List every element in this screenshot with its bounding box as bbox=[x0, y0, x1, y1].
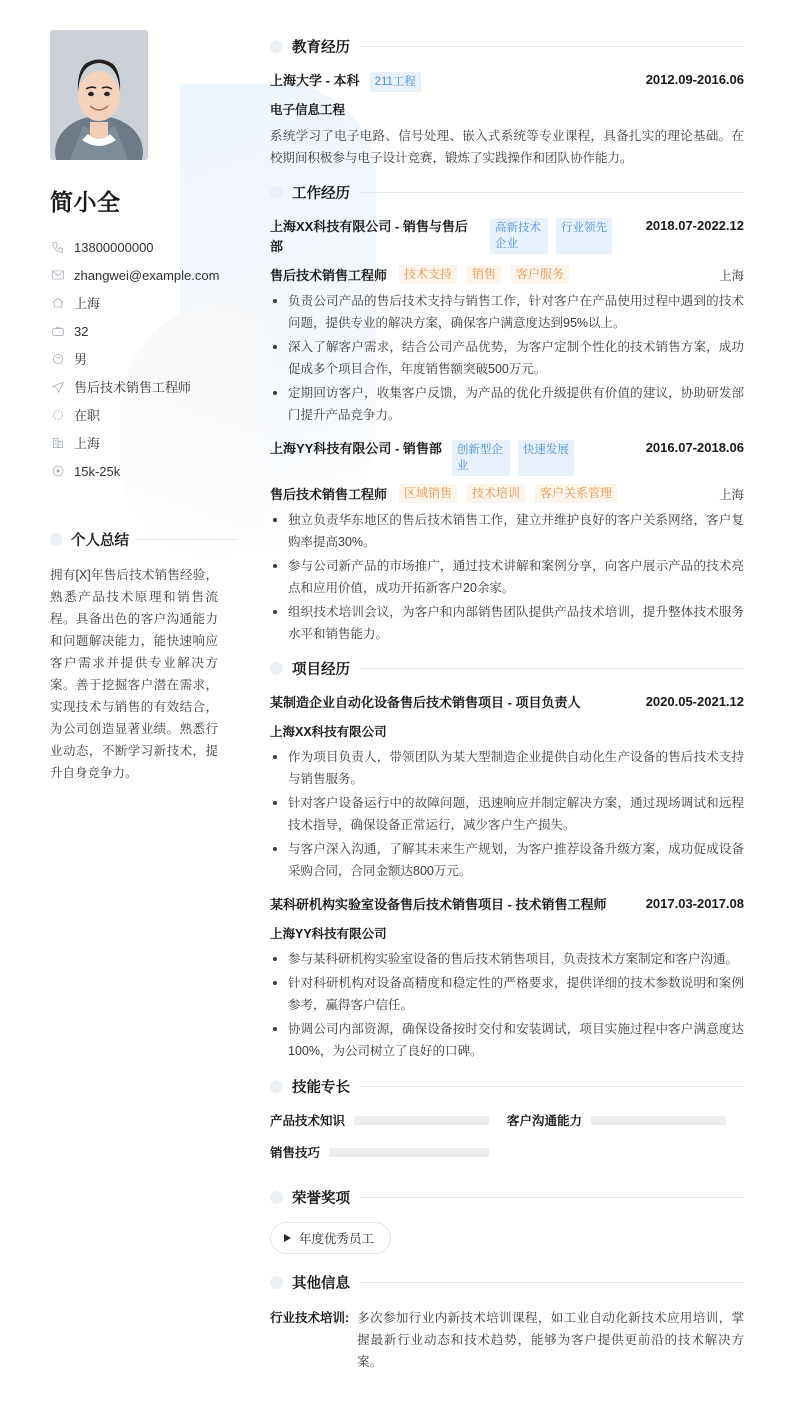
projects-section-title: 项目经历 bbox=[292, 662, 350, 678]
education-description: 系统学习了电子电路、信号处理、嵌入式系统等专业课程，具备扎实的理论基础。在校期间积极参与电子设计竞赛，锻炼了实践操作和团队协作能力。 bbox=[270, 129, 744, 165]
work-date: 2018.07-2022.12 bbox=[645, 218, 744, 233]
work-bullets bbox=[270, 509, 744, 645]
bullet-item: 独立负责华东地区的售后技术销售工作，建立并维护良好的客户关系网络，客户复购率提高30%。 bbox=[270, 509, 744, 553]
summary-section-header bbox=[50, 529, 238, 550]
bullet-item: 协调公司内部资源，确保设备按时交付和安装调试，项目实施过程中客户满意度达100%，为公司树立了良好的口碑。 bbox=[270, 1018, 744, 1062]
section-marker-icon bbox=[270, 1080, 283, 1093]
contact-row-phone bbox=[50, 233, 238, 261]
job-title: 售后技术销售工程师 bbox=[270, 268, 388, 283]
briefcase-icon bbox=[50, 324, 65, 339]
job-skill-tags bbox=[399, 484, 617, 503]
honors-section-title: 荣誉奖项 bbox=[292, 1191, 350, 1207]
divider bbox=[359, 668, 744, 669]
job-skill-tag: 销售 bbox=[467, 265, 501, 284]
contact-value: 上海 bbox=[74, 435, 101, 451]
company-tag: 行业领先 bbox=[556, 218, 612, 254]
contact-row-position bbox=[50, 373, 238, 401]
education-tag: 211工程 bbox=[370, 72, 421, 92]
contact-value: 男 bbox=[74, 351, 88, 367]
contact-row-gender bbox=[50, 345, 238, 373]
skills-section bbox=[270, 1076, 744, 1161]
company-name: 上海YY科技有限公司 - 销售部 bbox=[270, 441, 442, 456]
education-title-wrap bbox=[270, 71, 360, 91]
job-location: 上海 bbox=[718, 268, 744, 283]
phone-icon bbox=[50, 240, 65, 255]
main-column bbox=[262, 0, 794, 1379]
contact-value: 15k-25k bbox=[74, 463, 121, 479]
work-role-line bbox=[270, 265, 744, 284]
job-skill-tags bbox=[399, 265, 569, 284]
contact-row-email bbox=[50, 261, 238, 289]
other-section-title: 其他信息 bbox=[292, 1276, 350, 1292]
bullet-item: 作为项目负责人，带领团队为某大型制造企业提供自动化生产设备的售后技术支持与销售服务。 bbox=[270, 746, 744, 790]
work-entry-header bbox=[270, 217, 744, 257]
home-icon bbox=[50, 296, 65, 311]
job-skill-tag: 区域销售 bbox=[399, 484, 457, 503]
bullet-item: 针对客户设备运行中的故障问题，迅速响应并制定解决方案，通过现场调试和远程技术指导，确保设备正常运行，减少客户生产损失。 bbox=[270, 792, 744, 836]
play-triangle-icon bbox=[284, 1234, 291, 1242]
divider bbox=[359, 46, 744, 47]
project-date: 2020.05-2021.12 bbox=[645, 694, 744, 709]
city-icon bbox=[50, 436, 65, 451]
mail-icon bbox=[50, 268, 65, 283]
job-skill-tag: 客户关系管理 bbox=[535, 484, 617, 503]
projects-section bbox=[270, 658, 744, 1062]
project-entry bbox=[270, 693, 744, 882]
section-marker-icon bbox=[50, 533, 63, 546]
gender-icon bbox=[50, 352, 65, 367]
contact-row-status bbox=[50, 401, 238, 429]
project-name: 某制造企业自动化设备售后技术销售项目 - 项目负责人 bbox=[270, 695, 581, 710]
school-name: 上海大学 - 本科 bbox=[270, 73, 360, 88]
skill-item bbox=[507, 1111, 744, 1129]
company-tag: 快速发展 bbox=[518, 440, 574, 476]
sidebar bbox=[0, 0, 262, 1379]
section-marker-icon bbox=[270, 1276, 283, 1289]
project-date: 2017.03-2017.08 bbox=[645, 896, 744, 911]
project-title-wrap bbox=[270, 693, 581, 713]
bullet-item: 定期回访客户，收集客户反馈，为产品的优化升级提供有价值的建议，协助研发部门提升产品竞争力。 bbox=[270, 382, 744, 426]
project-bullets bbox=[270, 948, 744, 1062]
education-major: 电子信息工程 bbox=[270, 103, 346, 117]
section-marker-icon bbox=[270, 662, 283, 675]
work-entry bbox=[270, 217, 744, 426]
company-tags bbox=[490, 217, 612, 254]
skill-list bbox=[270, 1111, 744, 1161]
avatar bbox=[50, 30, 148, 160]
contact-value: zhangwei@example.com bbox=[74, 267, 220, 283]
project-entry-header bbox=[270, 693, 744, 713]
send-icon bbox=[50, 380, 65, 395]
contact-row-home bbox=[50, 289, 238, 317]
divider bbox=[359, 1282, 744, 1283]
bullet-item: 组织技术培训会议，为客户和内部销售团队提供产品技术培训，提升整体技术服务水平和销售能力。 bbox=[270, 601, 744, 645]
project-entry-header bbox=[270, 895, 744, 915]
contact-info-list bbox=[50, 233, 238, 485]
contact-row-salary bbox=[50, 457, 238, 485]
bullet-item: 深入了解客户需求，结合公司产品优势，为客户定制个性化的技术销售方案，成功促成多个项目合作，年度销售额突破500万元。 bbox=[270, 336, 744, 380]
project-title-wrap bbox=[270, 895, 607, 915]
honor-label: 年度优秀员工 bbox=[299, 1232, 375, 1246]
education-section bbox=[270, 36, 744, 169]
company-tag: 创新型企业 bbox=[452, 440, 510, 476]
honor-list bbox=[270, 1222, 744, 1254]
skill-item bbox=[270, 1143, 507, 1161]
education-section-header bbox=[270, 36, 744, 57]
project-company: 上海YY科技有限公司 bbox=[270, 927, 387, 941]
skill-progress-bar bbox=[354, 1116, 489, 1125]
divider bbox=[359, 1086, 744, 1087]
work-role-line bbox=[270, 484, 744, 503]
bullet-item: 参与某科研机构实验室设备的售后技术销售项目，负责技术方案制定和客户沟通。 bbox=[270, 948, 744, 970]
work-entry-header bbox=[270, 439, 744, 476]
work-section-header bbox=[270, 182, 744, 203]
job-skill-tag: 技术培训 bbox=[467, 484, 525, 503]
other-info-label: 行业技术培训: bbox=[270, 1311, 350, 1325]
section-marker-icon bbox=[270, 1191, 283, 1204]
skills-section-title: 技能专长 bbox=[292, 1080, 350, 1096]
education-section-title: 教育经历 bbox=[292, 40, 350, 56]
project-entry bbox=[270, 895, 744, 1062]
section-marker-icon bbox=[270, 40, 283, 53]
contact-value: 13800000000 bbox=[74, 239, 154, 255]
contact-value: 上海 bbox=[74, 295, 101, 311]
project-name: 某科研机构实验室设备售后技术销售项目 - 技术销售工程师 bbox=[270, 897, 607, 912]
job-title: 售后技术销售工程师 bbox=[270, 487, 388, 502]
bullet-item: 与客户深入沟通，了解其未来生产规划，为客户推荐设备升级方案，成功促成设备采购合同，合同金额达800万元。 bbox=[270, 838, 744, 882]
education-entry bbox=[270, 71, 744, 169]
divider bbox=[137, 539, 238, 540]
company-tag: 高新技术企业 bbox=[490, 218, 548, 254]
bullet-item: 负责公司产品的售后技术支持与销售工作，针对客户在产品使用过程中遇到的技术问题，提供专业的解决方案，确保客户满意度达到95%以上。 bbox=[270, 290, 744, 334]
contact-value: 在职 bbox=[74, 407, 101, 423]
other-section-header bbox=[270, 1272, 744, 1293]
bullet-item: 参与公司新产品的市场推广，通过技术讲解和案例分享，向客户展示产品的技术亮点和应用价值，成功开拓新客户20余家。 bbox=[270, 555, 744, 599]
page-title: 简小全 bbox=[50, 189, 121, 215]
other-info-value: 多次参加行业内新技术培训课程，如工业自动化新技术应用培训，掌握最新行业动态和技术趋势，能够为客户提供更前沿的技术解决方案。 bbox=[357, 1311, 744, 1369]
job-skill-tag: 客户服务 bbox=[511, 265, 569, 284]
skill-label: 销售技巧 bbox=[270, 1146, 321, 1160]
salary-icon bbox=[50, 464, 65, 479]
skill-label: 客户沟通能力 bbox=[507, 1114, 583, 1128]
projects-section-header bbox=[270, 658, 744, 679]
education-entry-header bbox=[270, 71, 744, 92]
work-bullets bbox=[270, 290, 744, 426]
skills-section-header bbox=[270, 1076, 744, 1097]
work-entry bbox=[270, 439, 744, 645]
divider bbox=[359, 192, 744, 193]
honor-chip[interactable] bbox=[270, 1222, 391, 1254]
project-company: 上海XX科技有限公司 bbox=[270, 725, 387, 739]
skill-label: 产品技术知识 bbox=[270, 1114, 346, 1128]
skill-progress-bar bbox=[591, 1116, 726, 1125]
work-section bbox=[270, 182, 744, 645]
skill-item bbox=[270, 1111, 507, 1129]
contact-row-city bbox=[50, 429, 238, 457]
summary-text: 拥有[X]年售后技术销售经验，熟悉产品技术原理和销售流程。具备出色的客户沟通能力和问题解决能力，能快速响应客户需求并提供专业解决方案。善于挖掘客户潜在需求，实现技术与销售的有效结合，为公司创造显著业绩。熟悉行业动态，不断学习新技术，提升自身竞争力。 bbox=[50, 568, 218, 780]
contact-row-age bbox=[50, 317, 238, 345]
bullet-item: 针对科研机构对设备高精度和稳定性的严格要求，提供详细的技术参数说明和案例参考，赢得客户信任。 bbox=[270, 972, 744, 1016]
contact-value: 售后技术销售工程师 bbox=[74, 379, 192, 395]
work-title-wrap bbox=[270, 217, 480, 257]
other-section bbox=[270, 1272, 744, 1373]
divider bbox=[359, 1197, 744, 1198]
job-skill-tag: 技术支持 bbox=[399, 265, 457, 284]
work-title-wrap bbox=[270, 439, 442, 459]
contact-value: 32 bbox=[74, 323, 89, 339]
summary-section-title: 个人总结 bbox=[71, 533, 129, 549]
skill-progress-bar bbox=[329, 1148, 489, 1157]
honors-section-header bbox=[270, 1187, 744, 1208]
section-marker-icon bbox=[270, 186, 283, 199]
status-icon bbox=[50, 408, 65, 423]
work-section-title: 工作经历 bbox=[292, 186, 350, 202]
summary-section bbox=[50, 529, 238, 784]
work-date: 2016.07-2018.06 bbox=[645, 440, 744, 455]
job-location: 上海 bbox=[718, 487, 744, 502]
honors-section bbox=[270, 1187, 744, 1254]
company-tags bbox=[452, 439, 574, 476]
project-bullets bbox=[270, 746, 744, 882]
education-date: 2012.09-2016.06 bbox=[645, 72, 744, 87]
other-info-row bbox=[270, 1307, 744, 1373]
company-name: 上海XX科技有限公司 - 销售与售后部 bbox=[270, 219, 468, 254]
education-tags bbox=[370, 71, 421, 92]
